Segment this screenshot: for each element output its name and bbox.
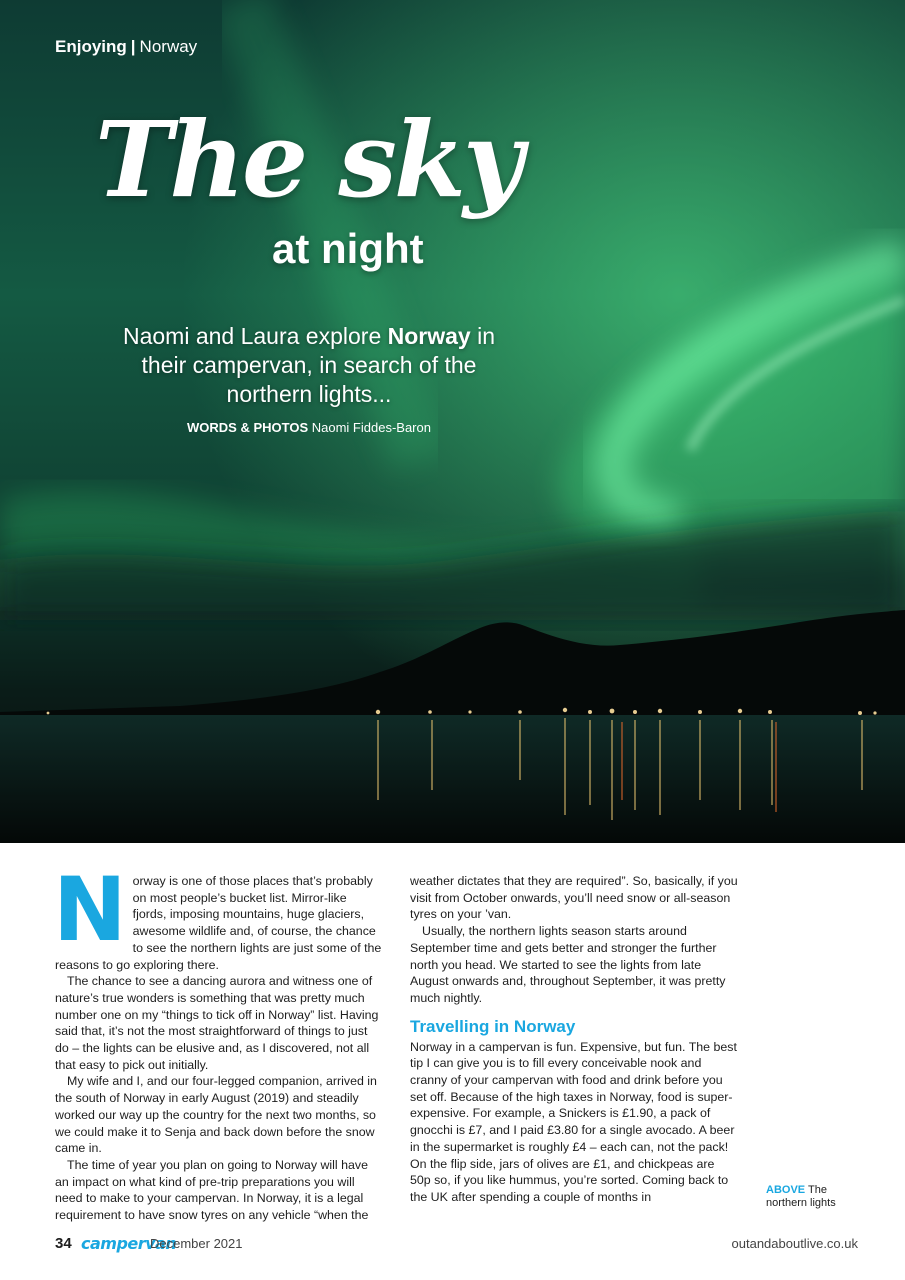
magazine-logo: campervan: [81, 1234, 177, 1253]
page-number: 34: [55, 1235, 72, 1252]
section-tag: [55, 37, 197, 57]
issue-date: December 2021: [150, 1236, 243, 1251]
paragraph: Usually, the northern lights season starts around September time and gets better and stronger the further north you head. We started to see the lights from late August onwards and, throughout September, it was pretty much nightly.: [410, 924, 726, 1005]
photo-caption: [766, 1184, 866, 1210]
subheading: Travelling in Norway: [410, 1016, 576, 1036]
website-url: outandaboutlive.co.uk: [731, 1236, 858, 1251]
paragraph: The chance to see a dancing aurora and witness one of nature’s true wonders is something that was pretty much number one on my “things to tick off in Norway” list. Having said that, it’s not the most straightforward of things to just do – the lights can be elusive and, as I discovered, not all that easy to pick out initially.: [55, 974, 379, 1072]
drop-cap: N: [53, 858, 127, 961]
paragraph: weather dictates that they are required”. So, basically, if you visit from October onwards, you’ll need snow or all-season tyres on your ’van.: [410, 874, 738, 922]
paragraph: orway is one of those places that’s probably on most people’s bucket list. Mirror-like fjords, imposing mountains, huge glaciers, awesome wildlife and, of course, the chance to see the northern lights are just some of the reasons to go exploring there.: [55, 874, 382, 972]
paragraph: The time of year you plan on going to Norway will have an impact on what kind of pre-trip preparations you will need to make to your campervan. In Norway, it is a legal requirement to have snow tyres on any vehicle “when the: [55, 1157, 369, 1223]
section-separator: |: [130, 37, 136, 56]
article-column-left: [53, 858, 383, 1224]
byline-name: Naomi Fiddes-Baron: [311, 420, 431, 435]
byline: [100, 420, 518, 435]
paragraph: My wife and I, and our four-legged companion, arrived in the south of Norway in early August (2019) and steadily worked our way up the country for the next two months, so we could make it to Senja and back down before the snow came in.: [55, 1074, 377, 1156]
paragraph: Norway in a campervan is fun. Expensive, but fun. The best tip I can give you is to fill every conceivable nook and cranny of your campervan with food and drink before you set off. Because of the high taxes in Norway, food is super-expensive. For example, a Snickers is £1.90, a pack of gnocchi is £7, and I paid £3.80 for a single avocado. A beer in the supermarket is roughly £4 – each can, not the pack! On the flip side, jars of olives are £1, and chickpeas are 50p so, if you like hummus, you’re sorted. Coming back to the UK after spending a couple of months in: [410, 1039, 737, 1204]
caption-label: ABOVE: [766, 1184, 806, 1196]
caption-text: The northern lights: [766, 1184, 836, 1209]
headline-sub: at night: [272, 225, 424, 272]
standfirst-start: Naomi and Laura explore: [122, 323, 388, 349]
standfirst-end: in their campervan, in search of the northern lights...: [141, 323, 496, 407]
section-label: Enjoying: [55, 37, 127, 56]
section-location: Norway: [139, 37, 198, 56]
standfirst: [100, 322, 518, 409]
byline-label: WORDS & PHOTOS: [187, 420, 309, 435]
article-column-right: [410, 873, 738, 1206]
standfirst-bold: Norway: [387, 323, 471, 349]
headline: The sky: [95, 98, 521, 221]
page-footer: [55, 1235, 858, 1255]
